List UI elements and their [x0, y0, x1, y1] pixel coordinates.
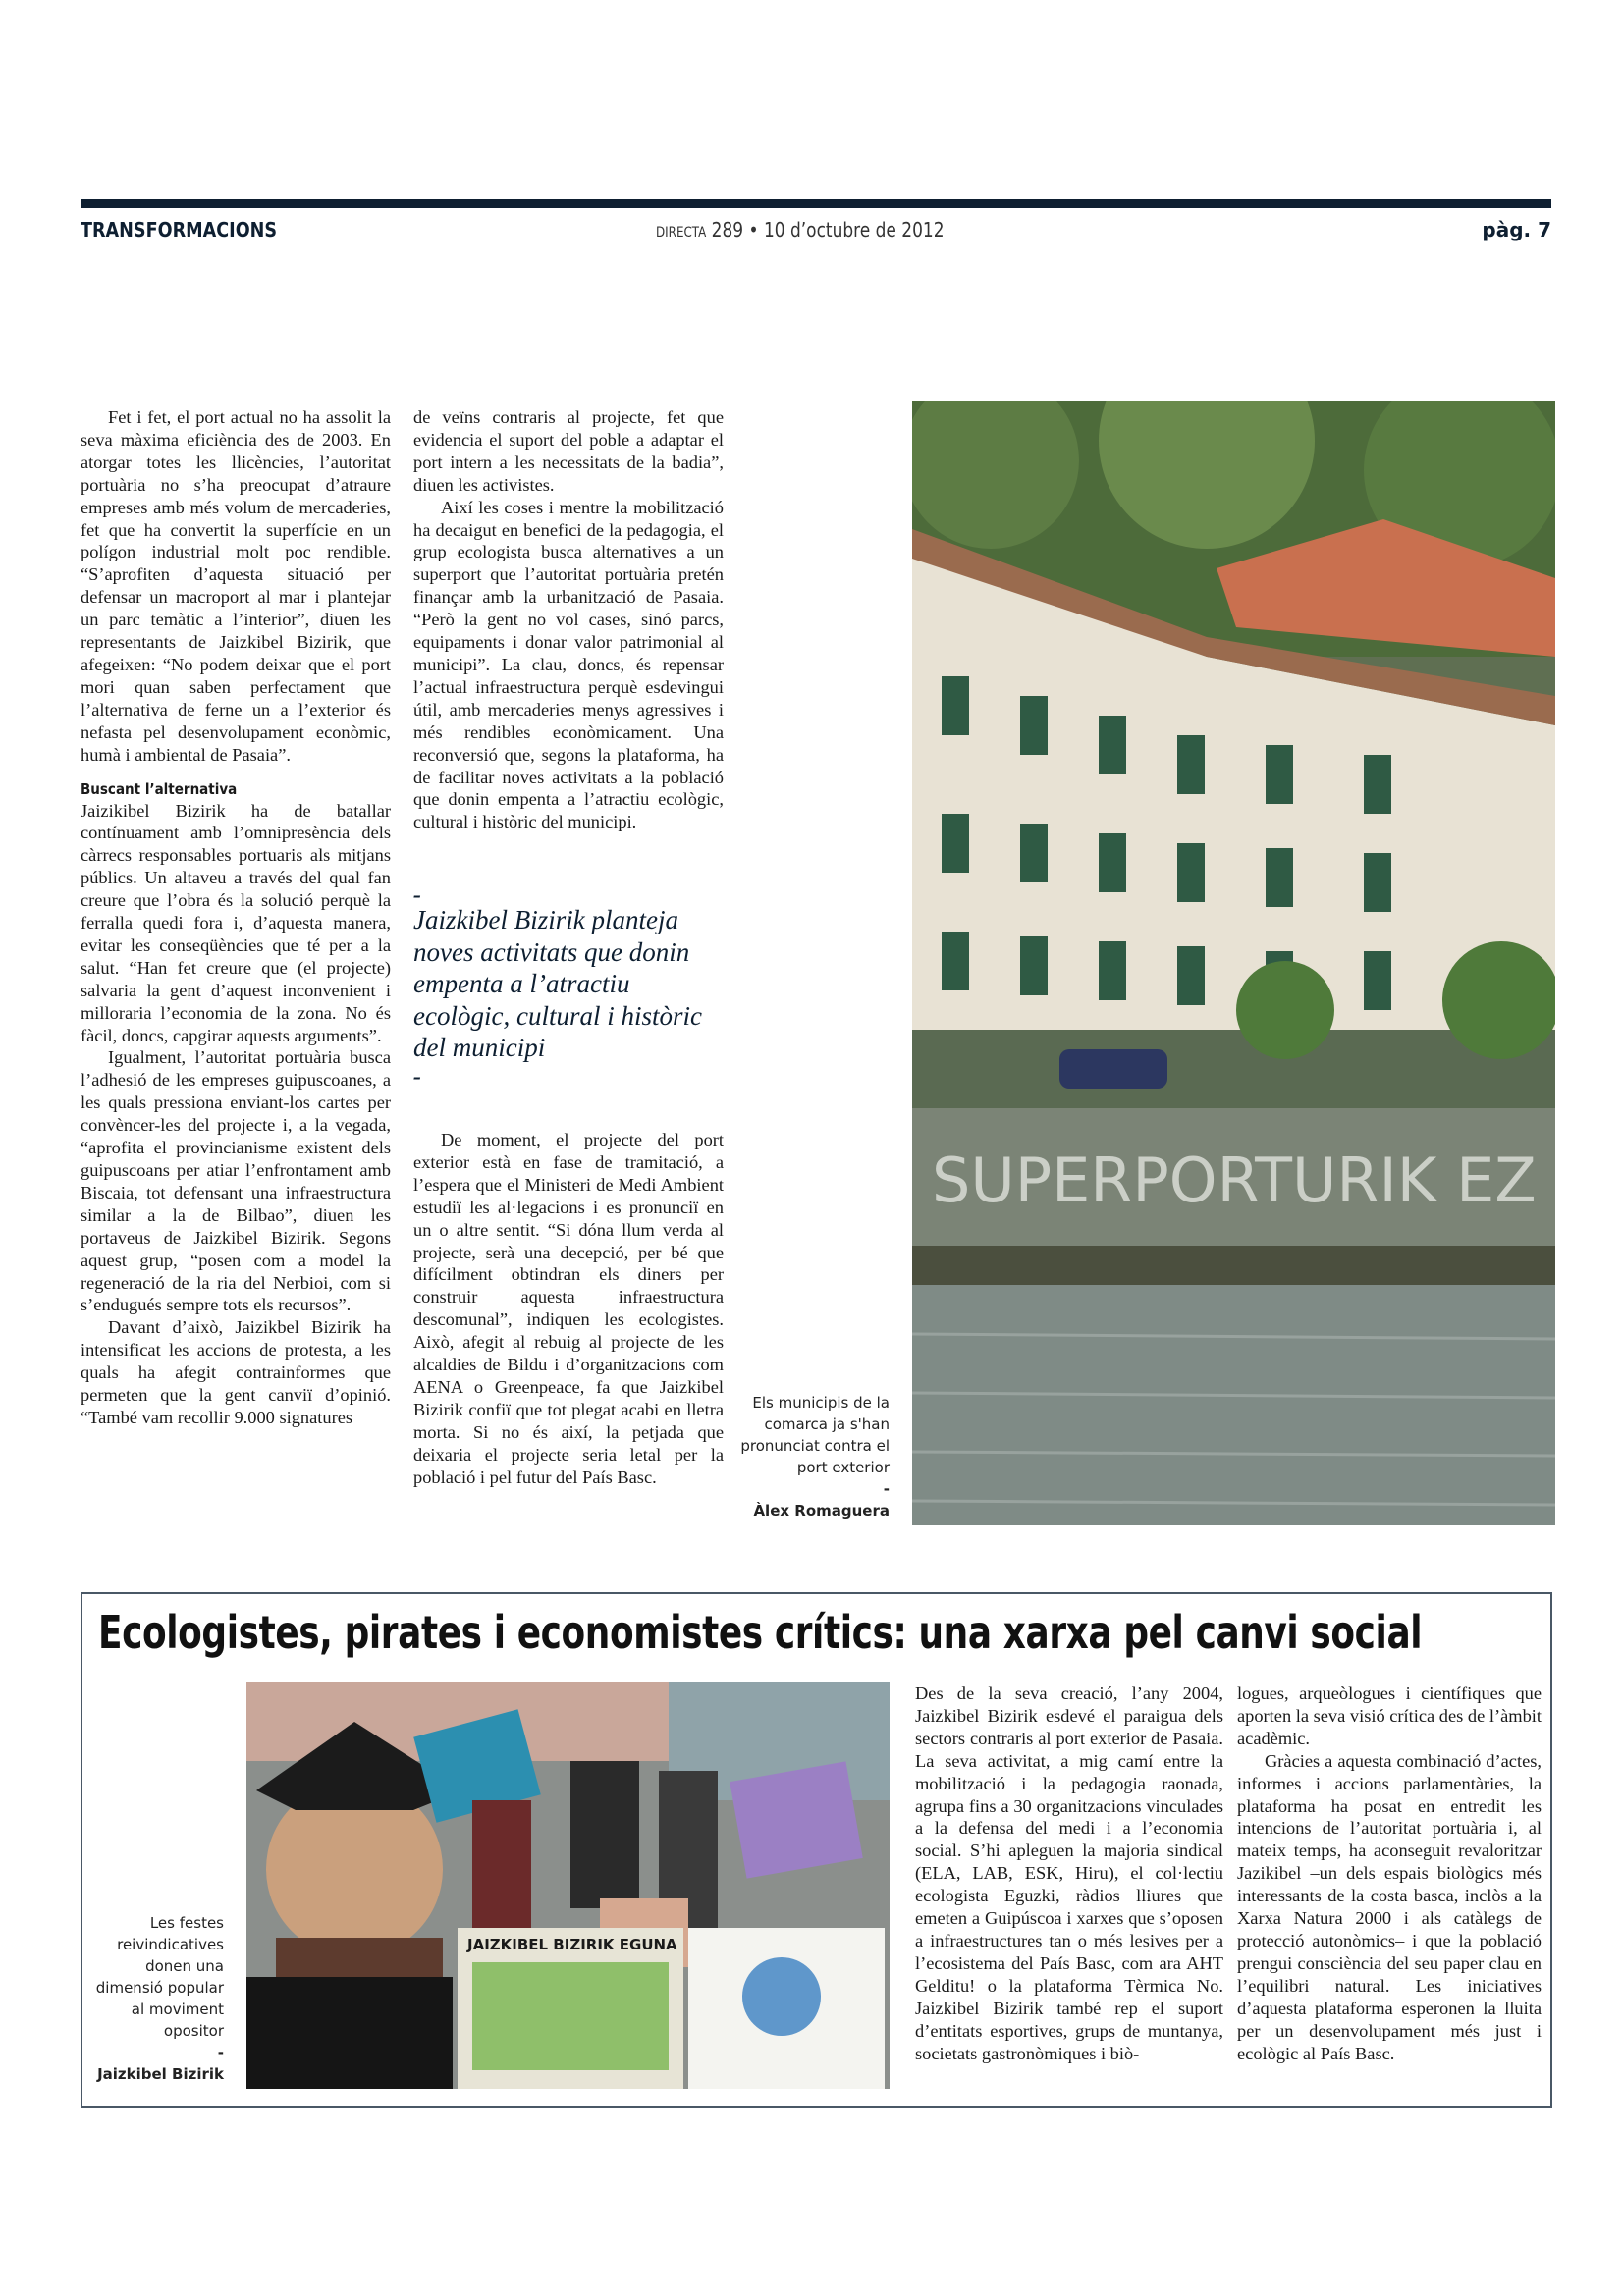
sidebar-photo-caption [86, 1912, 224, 2085]
paragraph: De moment, el projecte del port exterior està en fase de tramitació, a l’espera que el Ministeri de Medi Ambient estudiï les al·legacions i es pronunciï en un o altre sentit. “Si dóna llum verda al projecte, serà una decepció, per bé que difícilment obtindran els diners per construir aquesta infraestructura descomunal”, indiquen les ecologistes. Això, afegit al rebuig al projecte de les alcaldies de Bildu i d’organitzacions com AENA o Greenpeace, fa que Jaizkibel Bizirik confiï que tot plegat acabi en lletra morta. Si no és així, la petjada que deixaria el projecte seria letal per la població i pel futur del País Basc. [413, 1130, 724, 1487]
caption-text: Els municipis de la comarca ja s'han pronunciat contra el port exterior [740, 1394, 890, 1476]
wall-graffiti: SUPERPORTURIK EZ [932, 1145, 1537, 1216]
sidebar-headline: Ecologistes, pirates i economistes crítics: una xarxa pel canvi social [98, 1606, 1423, 1659]
protest-photo [246, 1682, 890, 2089]
protest-photo-image [246, 1682, 890, 2089]
paragraph: Igualment, l’autoritat portuària busca l’adhesió de les empreses guipuscoanes, a les quals pressiona enviant-los cartes per convèncer-les del projecte i, a la vegada, “aprofita el provincianisme existent dels guipuscoans per atiar l’enfrontament amb Biscaia, tot defensant una infraestructura similar a la de Bilbao”, diuen les portaveus de Jaizkibel Bizirik. Segons aquest grup, “posen com a model la regeneració de la ria del Nerbioi, com si s’endugués sempre tots els recursos”. [81, 1047, 391, 1315]
caption-separator: - [217, 2044, 224, 2061]
photo-caption [727, 1392, 890, 1522]
photo-credit: Jaizkibel Bizirik [97, 2065, 224, 2083]
article-column-1 [81, 406, 391, 1429]
photo-credit: Àlex Romaguera [753, 1502, 890, 1520]
pull-quote-rule: – [413, 886, 421, 905]
pull-quote [413, 888, 724, 1086]
paragraph: Fet i fet, el port actual no ha assolit la seva màxima eficiència des de 2003. En atorgar totes les llicències, l’autoritat portuària no s’ha preocupat d’atraure empreses amb més volum de mercaderies, fet que ha convertit la superfície en un polígon industrial molt poc rendible. “S’aprofiten d’aquesta situació per defensar un macroport al mar i plantejar un parc temàtic a l’interior”, diuen les representants de Jaizkibel Bizirik, que afegeixen: “No podem deixar que el port mori quan saben perfectament que l’alternativa de ferne un a l’exterior és nefasta pel desenvolupament econòmic, humà i ambiental de Pasaia”. [81, 407, 391, 765]
paragraph: Gràcies a aquesta combinació d’actes, informes i accions parlamentàries, la plataforma ha posat en entredit les intencions de l’autoritat portuària i, al mateix temps, ha aconseguit revaloritzar Jazikibel –un dels espais biològics més interessants de la costa basca, inclòs a la Xarxa Natura 2000 i als catàlegs de protecció autonòmics– i que la població prengui consciència del seu paper clau en l’equilibri natural. Les iniciatives d’aquesta plataforma esperonen la lluita per un desenvolupament més just i ecològic al País Basc. [1237, 1750, 1542, 2063]
harbor-photo [912, 401, 1555, 1525]
pull-quote-text: Jaizkibel Bizirik planteja noves activitats que donin empenta a l’atractiu ecològic, cultural i històric del municipi [413, 905, 702, 1062]
publication-name: DIRECTA [656, 225, 707, 240]
article-column-2 [413, 406, 724, 833]
paragraph: Des de la seva creació, l’any 2004, Jaizkibel Bizirik esdevé el paraigua dels sectors contraris al port exterior de Pasaia. La seva activitat, a mig camí entre la mobilització i la pedagogia raonada, agrupa fins a 30 organitzacions vinculades a la defensa del medi i a l’economia social. S’hi apleguen la majoria sindical (ELA, LAB, ESK, Hiru), el col·lectiu ecologista Eguzki, ràdios lliures que emeten a Guipúscoa i xarxes que s’oposen a infraestructures tan o més lesives per a l’ecosistema del País Basc, com ara AHT Gelditu! o la plataforma Tèrmica No. Jaizkibel Bizirik també rep el suport d’entitats esportives, grups de muntanya, societats gastronòmiques i biò- [915, 1683, 1223, 2063]
paragraph: Davant d’això, Jaizikbel Bizirik ha intensificat les accions de protesta, a les quals ha afegit contrainformes que permeten que la gent canviï d’opinió. “També vam recollir 9.000 signatures [81, 1317, 391, 1427]
section-name: TRANSFORMACIONS [81, 218, 278, 241]
sidebar-column-1 [915, 1682, 1223, 2064]
paragraph: Així les coses i mentre la mobilització ha decaigut en benefici de la pedagogia, el grup ecologista busca alternatives a un superport que l’autoritat portuària pretén finançar amb la urbanització de Pasaia. “Però la gent no vol cases, sinó parcs, equipaments i donar valor patrimonial al municipi”. La clau, doncs, és repensar l’actual infraestructura perquè esdevingui útil, amb mercaderies menys agressives i més rendibles econòmicament. Una reconversió que, segons la plataforma, ha de facilitar noves activitats a la població que donin empenta a l’atractiu ecològic, cultural i històric del municipi. [413, 497, 724, 832]
paragraph: Jaizikibel Bizirik ha de batallar contínuament amb l’omnipresència dels càrrecs responsables portuaris als mitjans públics. Un altaveu a través del qual fan creure que l’obra és la solució perquè la ferralla quedi fora i, d’aquesta manera, evitar les conseqüències que té per a la salut. “Han fet creure que (el projecte) salvaria la gent d’aquest inconvenient i milloraria l’economia de la zona. No és fàcil, doncs, capgirar aquests arguments”. [81, 800, 391, 1045]
article-column-2-continued [413, 1129, 724, 1489]
subheading: Buscant l’alternativa [81, 779, 238, 798]
caption-text: Les festes reivindicatives donen una dimensió popular al moviment opositor [95, 1914, 224, 2040]
issue-date: 289 • 10 d’octubre de 2012 [711, 218, 945, 241]
banner-text: JAIZKIBEL BIZIRIK EGUNA [467, 1936, 677, 1953]
harbor-photo-image [912, 401, 1555, 1525]
page-number: pàg. 7 [1482, 218, 1551, 241]
pull-quote-rule: – [413, 1067, 421, 1087]
caption-separator: - [883, 1480, 890, 1498]
paragraph: de veïns contraris al projecte, fet que evidencia el suport del poble a adaptar el port intern a les necessitats de la badia”, diuen les activistes. [413, 407, 724, 495]
header-rule [81, 199, 1551, 208]
paragraph: logues, arqueòlogues i científiques que aporten la seva visió crítica des de l’àmbit acadèmic. [1237, 1683, 1542, 1748]
sidebar-column-2 [1237, 1682, 1542, 2064]
issue-info [656, 218, 945, 241]
